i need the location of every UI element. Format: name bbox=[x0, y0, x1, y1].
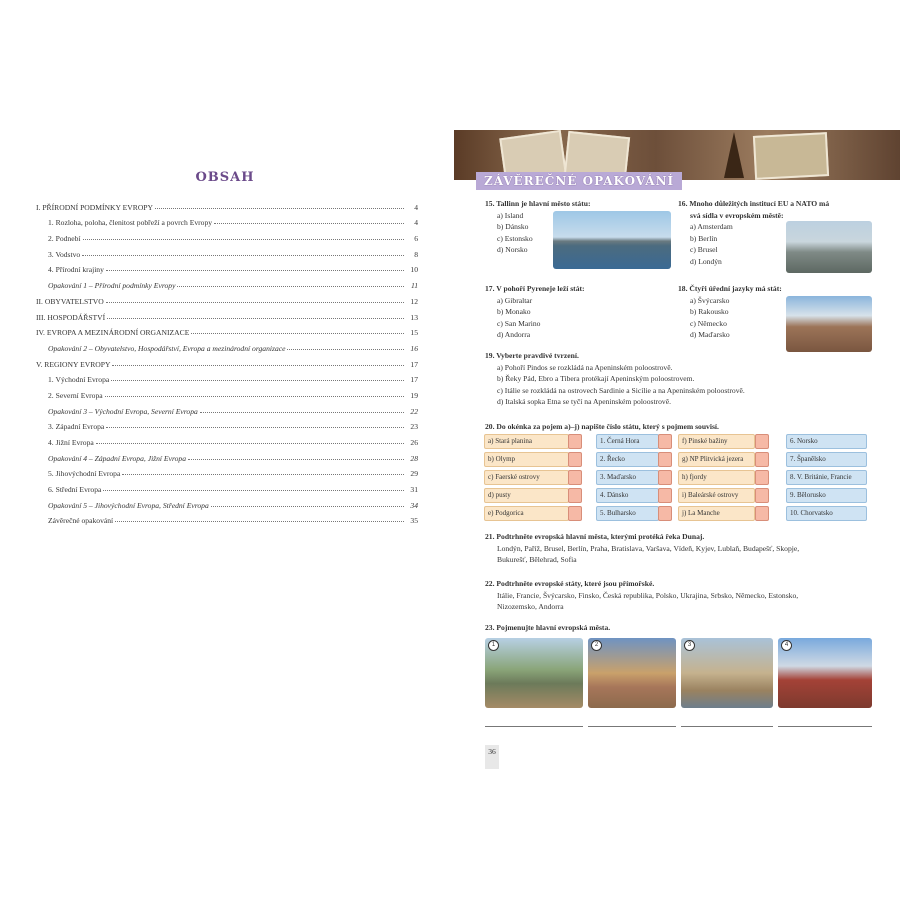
toc-dot-leader bbox=[122, 473, 404, 475]
option: d) Maďarsko bbox=[690, 330, 730, 339]
toc-entry bbox=[36, 306, 418, 322]
answer-box[interactable] bbox=[568, 506, 582, 521]
toc-entry-label: 1. Rozloha, poloha, členitost pobřeží a povrch Evropy bbox=[48, 218, 213, 228]
city-list: Bukurešť, Bělehrad, Sofia bbox=[497, 555, 577, 564]
term-cell: f) Pinské bažiny bbox=[678, 434, 755, 449]
answer-box[interactable] bbox=[755, 434, 769, 449]
question-21 bbox=[485, 531, 880, 566]
option: a) Amsterdam bbox=[690, 222, 733, 231]
photo-number-badge: 2 bbox=[591, 640, 602, 651]
toc-entry bbox=[36, 212, 418, 228]
toc-dot-leader bbox=[96, 442, 404, 444]
option: d) Italská sopka Etna se tyčí na Apeninském poloostrově. bbox=[497, 397, 671, 406]
toc-dot-leader bbox=[200, 411, 404, 413]
toc-entry-page: 13 bbox=[410, 312, 418, 322]
toc-entry-label: 2. Podnebí bbox=[48, 234, 81, 244]
answer-box[interactable] bbox=[568, 470, 582, 485]
toc-entry-page: 31 bbox=[410, 485, 418, 495]
option: c) Německo bbox=[690, 318, 727, 328]
toc-entry-page: 23 bbox=[410, 422, 418, 432]
eiffel-tower-icon bbox=[724, 132, 744, 178]
option: b) Řeky Pád, Ebro a Tibera protékají Apeninským poloostrovem. bbox=[497, 374, 695, 383]
option: b) Berlín bbox=[690, 233, 718, 243]
toc-entry-page: 10 bbox=[410, 265, 418, 275]
option: a) Pohoří Pindos se rozkládá na Apeninském poloostrově. bbox=[497, 362, 673, 372]
toc-entry-page: 16 bbox=[410, 343, 418, 353]
question-text: 19. Vyberte pravdivé tvrzení. bbox=[485, 351, 579, 360]
toc-entry bbox=[36, 322, 418, 338]
option: c) Brusel bbox=[690, 245, 718, 254]
toc-dot-leader bbox=[83, 238, 405, 240]
country-cell: 10. Chorvatsko bbox=[786, 506, 867, 521]
answer-box[interactable] bbox=[755, 452, 769, 467]
term-cell: a) Stará planina bbox=[484, 434, 569, 449]
toc-entry-page: 12 bbox=[410, 296, 418, 306]
toc-entry bbox=[36, 353, 418, 369]
toc-entry-page: 28 bbox=[410, 453, 418, 463]
switzerland-photo bbox=[786, 296, 872, 352]
country-cell: 8. V. Británie, Francie bbox=[786, 470, 867, 485]
toc-entry-label: II. OBYVATELSTVO bbox=[36, 296, 104, 306]
toc-entry-label: Závěrečné opakování bbox=[48, 516, 114, 526]
toc-dot-leader bbox=[211, 505, 404, 507]
state-list: Nizozemsko, Andorra bbox=[497, 602, 564, 611]
toc-dot-leader bbox=[177, 285, 404, 287]
toc-entry bbox=[36, 259, 418, 275]
question-text: 17. V pohoří Pyreneje leží stát: bbox=[485, 284, 585, 293]
section-title: ZÁVĚREČNÉ OPAKOVÁNÍ bbox=[476, 172, 682, 190]
country-cell: 2. Řecko bbox=[596, 452, 659, 467]
toc-entry-label: 3. Západní Evropa bbox=[48, 422, 105, 432]
toc-title: OBSAH bbox=[195, 170, 255, 185]
city-photo-4 bbox=[778, 638, 872, 708]
toc-dot-leader bbox=[106, 269, 404, 271]
toc-dot-leader bbox=[112, 364, 404, 366]
toc-entry-page: 19 bbox=[410, 390, 418, 400]
answer-box[interactable] bbox=[568, 452, 582, 467]
toc-entry-label: Opakování 1 – Přírodní podmínky Evropy bbox=[48, 281, 176, 291]
brussels-photo bbox=[786, 221, 872, 273]
toc-entry bbox=[36, 416, 418, 432]
toc-entry bbox=[36, 510, 418, 526]
photo-number-badge: 4 bbox=[781, 640, 792, 651]
toc-dot-leader bbox=[155, 207, 404, 209]
country-cell: 9. Bělorusko bbox=[786, 488, 867, 503]
question-23 bbox=[485, 622, 880, 634]
country-cell: 4. Dánsko bbox=[596, 488, 659, 503]
toc-entry bbox=[36, 290, 418, 306]
toc-entry bbox=[36, 478, 418, 494]
toc-entry bbox=[36, 274, 418, 290]
country-cell: 3. Maďarsko bbox=[596, 470, 659, 485]
country-cell: 1. Černá Hora bbox=[596, 434, 659, 449]
term-cell: e) Podgorica bbox=[484, 506, 569, 521]
question-text: 16. Mnoho důležitých institucí EU a NATO má bbox=[678, 199, 830, 208]
answer-line[interactable] bbox=[681, 726, 773, 727]
term-cell: i) Baleárské ostrovy bbox=[678, 488, 755, 503]
answer-box[interactable] bbox=[658, 452, 672, 467]
city-list: Londýn, Paříž, Brusel, Berlín, Praha, Bratislava, Varšava, Vídeň, Kyjev, Lublaň, Budapešť, Skopje, bbox=[497, 543, 800, 553]
toc-entry-label: I. PŘÍRODNÍ PODMÍNKY EVROPY bbox=[36, 202, 154, 212]
question-text: 21. Podtrhněte evropská hlavní města, kterými protéká řeka Dunaj. bbox=[485, 532, 705, 541]
term-cell: g) NP Plitvická jezera bbox=[678, 452, 755, 467]
toc-dot-leader bbox=[82, 254, 404, 256]
state-list: Itálie, Francie, Švýcarsko, Finsko, Česká republika, Polsko, Ukrajina, Srbsko, Německo, Estonsko, bbox=[497, 590, 799, 600]
toc-entry bbox=[36, 369, 418, 385]
toc-entry-page: 15 bbox=[410, 328, 418, 338]
toc-entry-page: 4 bbox=[414, 202, 418, 212]
toc-entry bbox=[36, 431, 418, 447]
answer-box[interactable] bbox=[755, 506, 769, 521]
toc-entry bbox=[36, 196, 418, 212]
toc-entry bbox=[36, 384, 418, 400]
option: d) Andorra bbox=[497, 330, 531, 339]
option: c) Itálie se rozkládá na ostrovech Sardinie a Sicílie a na Apeninském poloostrově. bbox=[497, 385, 745, 395]
toc-dot-leader bbox=[287, 348, 404, 350]
term-cell: c) Faerské ostrovy bbox=[484, 470, 569, 485]
option: a) Island bbox=[497, 210, 524, 220]
option: d) Londýn bbox=[690, 256, 722, 266]
country-cell: 7. Španělsko bbox=[786, 452, 867, 467]
question-text: 20. Do okénka za pojem a)–j) napište číslo státu, který s pojmem souvisí. bbox=[485, 422, 719, 431]
option: b) Monako bbox=[497, 307, 531, 316]
term-cell: d) pusty bbox=[484, 488, 569, 503]
option: d) Norsko bbox=[497, 245, 528, 254]
question-text: svá sídla v evropském městě: bbox=[690, 210, 784, 220]
toc-entry bbox=[36, 447, 418, 463]
answer-box[interactable] bbox=[568, 434, 582, 449]
toc-entry-page: 35 bbox=[410, 516, 418, 526]
toc-entry bbox=[36, 243, 418, 259]
answer-box[interactable] bbox=[658, 506, 672, 521]
city-photo-1 bbox=[485, 638, 583, 708]
toc-dot-leader bbox=[107, 317, 404, 319]
answer-box[interactable] bbox=[658, 434, 672, 449]
toc-dot-leader bbox=[188, 458, 404, 460]
toc-entry-label: IV. EVROPA A MEZINÁRODNÍ ORGANIZACE bbox=[36, 328, 190, 338]
toc-entry-page: 17 bbox=[410, 359, 418, 369]
option: c) San Marino bbox=[497, 318, 541, 328]
answer-box[interactable] bbox=[755, 488, 769, 503]
toc-entry-page: 22 bbox=[410, 406, 418, 416]
question-20-title bbox=[485, 421, 880, 433]
option: b) Rakousko bbox=[690, 307, 729, 316]
option: c) Estonsko bbox=[497, 233, 533, 243]
answer-line[interactable] bbox=[778, 726, 872, 727]
toc-entry bbox=[36, 494, 418, 510]
tallinn-photo bbox=[553, 211, 671, 269]
term-cell: h) fjordy bbox=[678, 470, 755, 485]
right-page bbox=[450, 0, 900, 900]
toc-entry-page: 4 bbox=[414, 218, 418, 228]
toc-entry-label: Opakování 3 – Východní Evropa, Severní Evropa bbox=[48, 406, 198, 416]
toc-dot-leader bbox=[111, 379, 404, 381]
toc-entry-page: 8 bbox=[414, 249, 418, 259]
answer-box[interactable] bbox=[755, 470, 769, 485]
answer-box[interactable] bbox=[658, 470, 672, 485]
toc-entry-label: 6. Střední Evropa bbox=[48, 485, 102, 495]
option: b) Dánsko bbox=[497, 222, 529, 231]
toc-dot-leader bbox=[103, 489, 404, 491]
term-cell: b) Olymp bbox=[484, 452, 569, 467]
toc-dot-leader bbox=[106, 301, 404, 303]
toc-entry-label: Opakování 5 – Jihovýchodní Evropa, Střední Evropa bbox=[48, 500, 209, 510]
toc-entry-label: 2. Severní Evropa bbox=[48, 390, 103, 400]
photo-number-badge: 3 bbox=[684, 640, 695, 651]
toc-entry bbox=[36, 400, 418, 416]
answer-box[interactable] bbox=[568, 488, 582, 503]
toc-dot-leader bbox=[106, 426, 404, 428]
toc-entry-page: 26 bbox=[410, 438, 418, 447]
toc-entry-page: 6 bbox=[414, 234, 418, 244]
toc-entry-label: 5. Jihovýchodní Evropa bbox=[48, 469, 121, 479]
question-22 bbox=[485, 578, 880, 613]
toc-entry-label: Opakování 4 – Západní Evropa, Jižní Evropa bbox=[48, 453, 187, 463]
toc-entry-label: III. HOSPODÁŘSTVÍ bbox=[36, 312, 106, 322]
option: a) Švýcarsko bbox=[690, 295, 730, 305]
question-text: 18. Čtyři úřední jazyky má stát: bbox=[678, 284, 782, 293]
answer-box[interactable] bbox=[658, 488, 672, 503]
toc-entry bbox=[36, 463, 418, 479]
country-cell: 6. Norsko bbox=[786, 434, 867, 449]
toc-entry-page: 11 bbox=[410, 281, 418, 291]
toc-entry-page: 34 bbox=[410, 500, 418, 510]
page-number: 36 bbox=[485, 745, 499, 769]
answer-line[interactable] bbox=[485, 726, 583, 727]
toc-entry-page: 29 bbox=[410, 469, 418, 479]
toc-entry-label: V. REGIONY EVROPY bbox=[36, 359, 111, 369]
toc-dot-leader bbox=[214, 222, 404, 224]
toc-dot-leader bbox=[115, 520, 404, 522]
question-text: 22. Podtrhněte evropské státy, které jsou přímořské. bbox=[485, 579, 655, 588]
toc-entry-label: 4. Přírodní krajiny bbox=[48, 265, 104, 275]
toc-entry-label: Opakování 2 – Obyvatelstvo, Hospodářství, Evropa a mezinárodní organizace bbox=[48, 343, 286, 353]
toc-dot-leader bbox=[191, 332, 404, 334]
question-19 bbox=[485, 350, 880, 408]
toc-entry-page: 17 bbox=[410, 375, 418, 385]
option: a) Gibraltar bbox=[497, 295, 533, 305]
toc-entry-label: 3. Vodstvo bbox=[48, 249, 81, 259]
photo-number-badge: 1 bbox=[488, 640, 499, 651]
toc-dot-leader bbox=[105, 395, 404, 397]
question-text: 23. Pojmenujte hlavní evropská města. bbox=[485, 623, 611, 632]
city-photo-2 bbox=[588, 638, 676, 708]
question-text: 15. Tallinn je hlavní město státu: bbox=[485, 199, 591, 208]
table-of-contents bbox=[36, 196, 418, 525]
toc-entry bbox=[36, 337, 418, 353]
toc-entry-label: 1. Východní Evropa bbox=[48, 375, 110, 385]
question-17 bbox=[485, 283, 665, 341]
toc-entry bbox=[36, 227, 418, 243]
term-cell: j) La Manche bbox=[678, 506, 755, 521]
toc-entry-label: 4. Jižní Evropa bbox=[48, 438, 94, 447]
city-photo-3 bbox=[681, 638, 773, 708]
answer-line[interactable] bbox=[588, 726, 676, 727]
map-image bbox=[753, 132, 829, 180]
country-cell: 5. Bulharsko bbox=[596, 506, 659, 521]
